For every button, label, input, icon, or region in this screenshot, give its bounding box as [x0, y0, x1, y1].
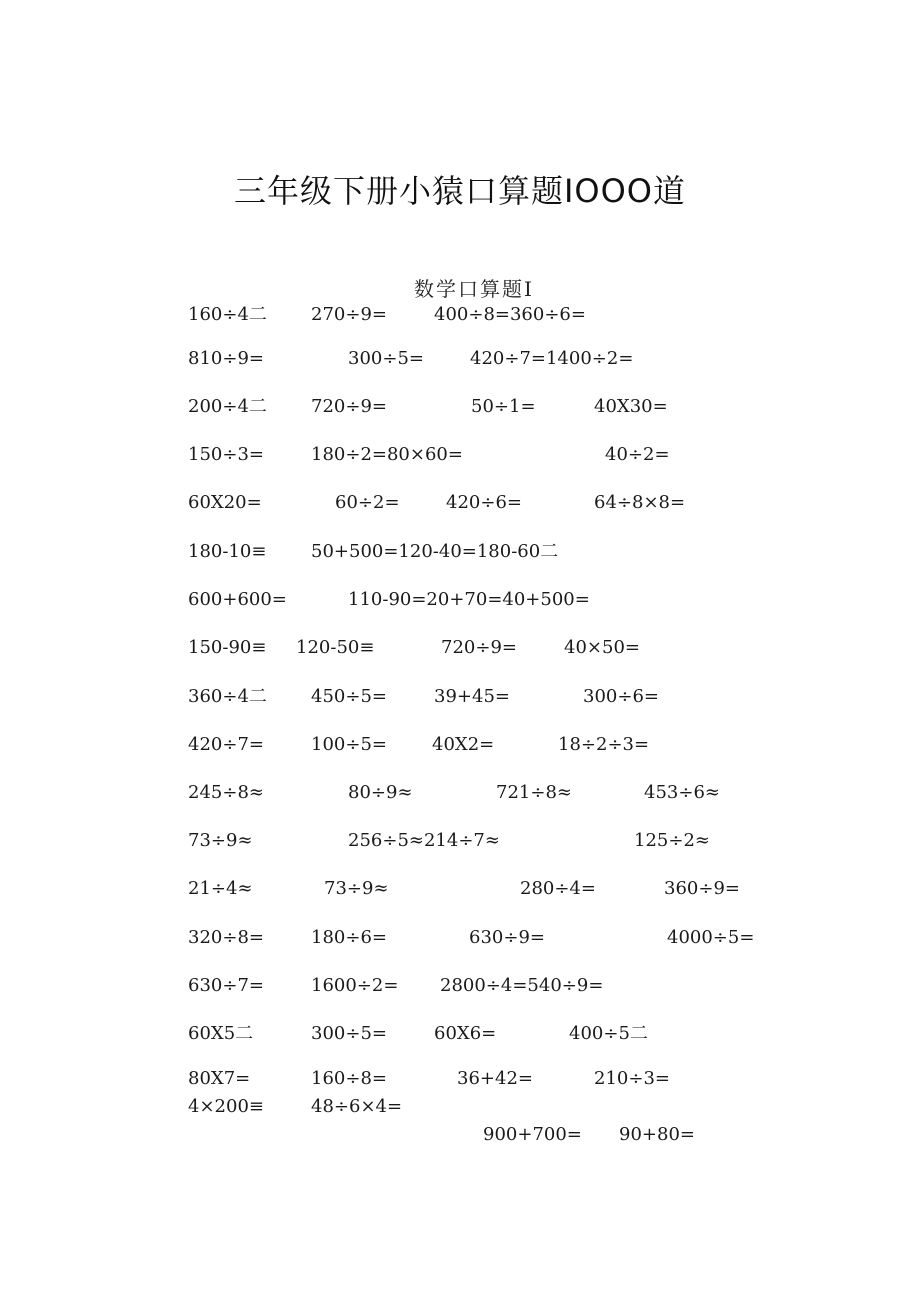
arithmetic-problem: 80X7=	[188, 1068, 251, 1089]
arithmetic-problem: 150÷3=	[188, 444, 264, 465]
arithmetic-problem: 125÷2≈	[634, 830, 710, 851]
arithmetic-problem: 2800÷4=540÷9=	[440, 975, 604, 996]
arithmetic-problem: 450÷5=	[311, 686, 387, 707]
arithmetic-problem: 600+600=	[188, 589, 287, 610]
arithmetic-problem: 4000÷5=	[667, 927, 755, 948]
arithmetic-problem: 73÷9≈	[324, 878, 389, 899]
arithmetic-problem: 180÷6=	[311, 927, 387, 948]
arithmetic-problem: 320÷8=	[188, 927, 264, 948]
arithmetic-problem: 40X2=	[432, 734, 495, 755]
arithmetic-problem: 64÷8×8=	[594, 492, 686, 513]
arithmetic-problem: 18÷2÷3=	[558, 734, 650, 755]
arithmetic-problem: 270÷9=	[311, 304, 387, 325]
arithmetic-problem: 50÷1=	[471, 396, 536, 417]
arithmetic-problem: 1600÷2=	[311, 975, 399, 996]
arithmetic-problem: 40X30=	[594, 396, 668, 417]
arithmetic-problem: 60X5二	[188, 1023, 254, 1044]
arithmetic-problem: 40×50=	[564, 637, 640, 658]
arithmetic-problem: 721÷8≈	[496, 782, 572, 803]
arithmetic-problem: 180÷2=80×60=	[311, 444, 463, 465]
arithmetic-problem: 21÷4≈	[188, 878, 253, 899]
arithmetic-problem: 630÷9=	[469, 927, 545, 948]
arithmetic-problem: 420÷6=	[446, 492, 522, 513]
arithmetic-problem: 300÷5=	[348, 348, 424, 369]
arithmetic-problem: 48÷6×4=	[311, 1096, 403, 1117]
arithmetic-problem: 200÷4二	[188, 396, 267, 417]
arithmetic-problem: 80÷9≈	[348, 782, 413, 803]
arithmetic-problem: 40÷2=	[605, 444, 670, 465]
arithmetic-problem: 160÷4二	[188, 304, 267, 325]
arithmetic-problem: 180-10≡	[188, 541, 267, 562]
arithmetic-problem: 60X6=	[434, 1023, 497, 1044]
arithmetic-problem: 400÷5二	[569, 1023, 648, 1044]
arithmetic-problem: 420÷7=	[188, 734, 264, 755]
arithmetic-problem: 420÷7=1400÷2=	[470, 348, 634, 369]
arithmetic-problem: 110-90=20+70=40+500=	[348, 589, 590, 610]
arithmetic-problem: 60X20=	[188, 492, 262, 513]
arithmetic-problem: 720÷9=	[311, 396, 387, 417]
arithmetic-problem: 73÷9≈	[188, 830, 253, 851]
arithmetic-problem: 256÷5≈214÷7≈	[348, 830, 500, 851]
arithmetic-problem: 150-90≡	[188, 637, 267, 658]
arithmetic-problem: 50+500=120-40=180-60二	[311, 541, 559, 562]
arithmetic-problem: 360÷9=	[664, 878, 740, 899]
arithmetic-problem: 120-50≡	[296, 637, 375, 658]
arithmetic-problem: 630÷7=	[188, 975, 264, 996]
arithmetic-problem: 810÷9=	[188, 348, 264, 369]
arithmetic-problem: 160÷8=	[311, 1068, 387, 1089]
arithmetic-problem: 300÷6=	[583, 686, 659, 707]
arithmetic-problem: 210÷3=	[594, 1068, 670, 1089]
arithmetic-problem: 245÷8≈	[188, 782, 264, 803]
arithmetic-problem: 90+80=	[619, 1124, 695, 1145]
arithmetic-problem: 300÷5=	[311, 1023, 387, 1044]
arithmetic-problem: 4×200≡	[188, 1096, 264, 1117]
arithmetic-problem: 720÷9=	[441, 637, 517, 658]
arithmetic-problem: 280÷4=	[520, 878, 596, 899]
arithmetic-problem: 360÷4二	[188, 686, 267, 707]
arithmetic-problem: 900+700=	[483, 1124, 582, 1145]
arithmetic-problem: 100÷5=	[311, 734, 387, 755]
section-subtitle: 数学口算题I	[414, 277, 534, 301]
arithmetic-problem: 453÷6≈	[644, 782, 720, 803]
document-title: 三年级下册小猿口算题IOOO道	[233, 172, 686, 210]
arithmetic-problem: 36+42=	[457, 1068, 533, 1089]
arithmetic-problem: 60÷2=	[335, 492, 400, 513]
arithmetic-problem: 39+45=	[434, 686, 510, 707]
arithmetic-problem: 400÷8=360÷6=	[434, 304, 586, 325]
